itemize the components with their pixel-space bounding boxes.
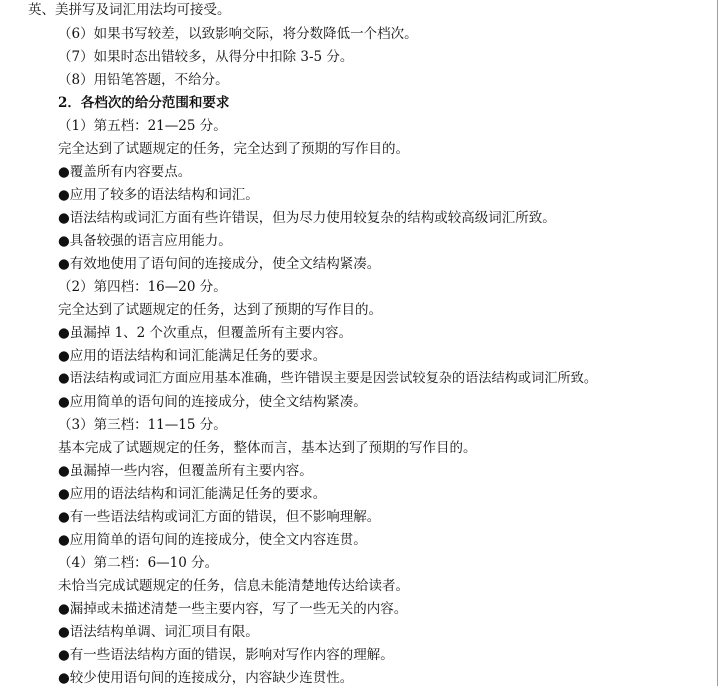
band-4-bullet: ●虽漏掉 1、2 个次重点，但覆盖所有主要内容。 (58, 325, 353, 341)
band-3-bullet: ●应用的语法结构和词汇能满足任务的要求。 (58, 486, 327, 502)
scoring-rule-6: （6）如果书写较差，以致影响交际，将分数降低一个档次。 (58, 26, 418, 42)
band-3-bullet: ●应用简单的语句间的连接成分，使全文内容连贯。 (58, 532, 367, 548)
band-5-title: （1）第五档：21—25 分。 (58, 118, 227, 134)
band-4-bullet: ●应用简单的语句间的连接成分，使全文结构紧凑。 (58, 394, 367, 410)
band-4-bullet: ●语法结构或词汇方面应用基本准确，些许错误主要是因尝试较复杂的语法结构或词汇所致。 (58, 371, 598, 386)
band-5-bullet: ●语法结构或词汇方面有些许错误，但为尽力使用较复杂的结构或较高级词汇所致。 (58, 210, 556, 226)
band-4-title: （2）第四档：16—20 分。 (58, 279, 227, 295)
band-3-title: （3）第三档：11—15 分。 (58, 417, 227, 433)
scoring-rule-7: （7）如果时态出错较多，从得分中扣除 3-5 分。 (58, 49, 354, 65)
scoring-rule-8: （8）用铅笔答题，不给分。 (58, 72, 229, 88)
band-4-bullet: ●应用的语法结构和词汇能满足任务的要求。 (58, 348, 327, 364)
band-2-bullet: ●语法结构单调、词汇项目有限。 (58, 624, 259, 640)
band-5-bullet: ●具备较强的语言应用能力。 (58, 233, 232, 249)
band-5-bullet: ●应用了较多的语法结构和词汇。 (58, 187, 259, 203)
band-3-bullet: ●有一些语法结构或词汇方面的错误，但不影响理解。 (58, 509, 381, 525)
band-5-bullet: ●覆盖所有内容要点。 (58, 164, 192, 180)
band-3-summary: 基本完成了试题规定的任务，整体而言，基本达到了预期的写作目的。 (58, 440, 477, 456)
text-line: 英、美拼写及词汇用法均可接受。 (28, 2, 231, 18)
band-5-summary: 完全达到了试题规定的任务，完全达到了预期的写作目的。 (58, 141, 409, 157)
band-2-title: （4）第二档：6—10 分。 (58, 555, 219, 571)
band-2-bullet: ●较少使用语句间的连接成分，内容缺少连贯性。 (58, 670, 354, 686)
band-4-summary: 完全达到了试题规定的任务，达到了预期的写作目的。 (58, 302, 382, 318)
band-2-bullet: ●漏掉或未描述清楚一些主要内容，写了一些无关的内容。 (58, 601, 408, 617)
band-2-summary: 未恰当完成试题规定的任务，信息未能清楚地传达给读者。 (58, 578, 409, 594)
section-heading: 2．各档次的给分范围和要求 (58, 95, 230, 111)
band-2-bullet: ●有一些语法结构方面的错误，影响对写作内容的理解。 (58, 647, 394, 663)
band-3-bullet: ●虽漏掉一些内容，但覆盖所有主要内容。 (58, 463, 313, 479)
band-5-bullet: ●有效地使用了语句间的连接成分，使全文结构紧凑。 (58, 256, 381, 272)
